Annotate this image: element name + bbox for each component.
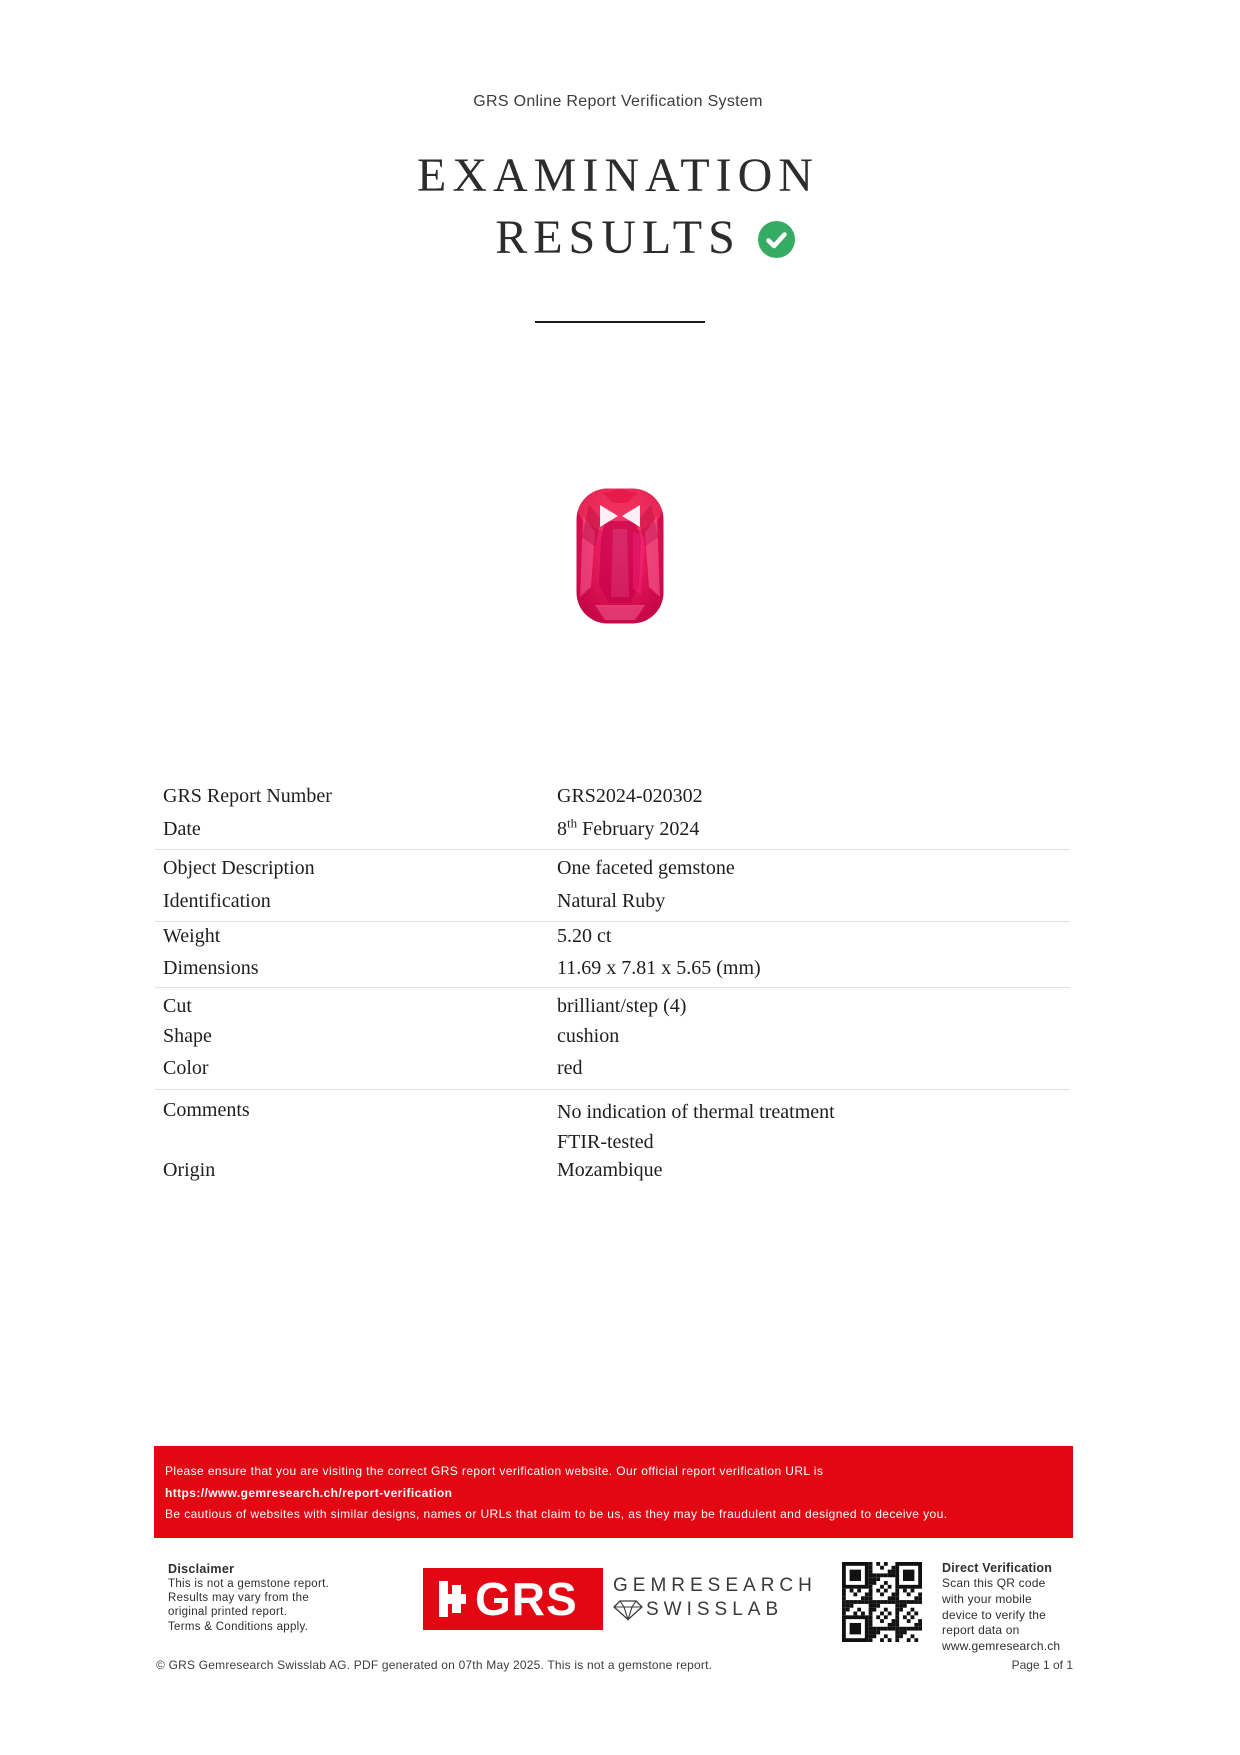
row-value: brilliant/step (4) — [557, 995, 687, 1017]
table-divider — [155, 849, 1070, 850]
page-title-line2: RESULTS — [495, 211, 741, 264]
verified-check-icon — [758, 221, 795, 258]
page-number: Page 1 of 1 — [1011, 1658, 1073, 1672]
disclaimer-line: original printed report. — [168, 1606, 288, 1619]
direct-verification-block — [942, 1560, 1060, 1655]
row-label: Color — [163, 1057, 209, 1079]
row-value: 8th February 2024 — [557, 815, 700, 840]
row-label: Dimensions — [163, 957, 259, 979]
table-row — [0, 993, 1240, 1023]
page-title-line1: EXAMINATION — [417, 149, 819, 202]
direct-verification-line: www.gemresearch.ch — [942, 1639, 1061, 1654]
copyright-line: © GRS Gemresearch Swisslab AG. PDF generated on 07th May 2025. This is not a gemstone report. — [156, 1658, 713, 1672]
table-row — [0, 888, 1240, 918]
table-divider — [155, 987, 1070, 988]
row-value: 11.69 x 7.81 x 5.65 (mm) — [557, 957, 761, 979]
title-divider — [535, 321, 705, 323]
system-title: GRS Online Report Verification System — [473, 93, 763, 110]
row-label: GRS Report Number — [163, 785, 332, 807]
row-label: Identification — [163, 890, 271, 912]
row-value: One faceted gemstone — [557, 857, 735, 879]
grs-cross-icon — [423, 1568, 473, 1630]
table-row — [0, 783, 1240, 813]
table-row — [0, 855, 1240, 885]
official-verification-url[interactable]: https://www.gemresearch.ch/report-verification — [165, 1485, 453, 1500]
table-row — [0, 955, 1240, 985]
table-divider — [155, 1089, 1070, 1090]
row-label: Cut — [163, 995, 192, 1017]
table-row — [0, 923, 1240, 953]
row-label: Shape — [163, 1025, 212, 1047]
disclaimer-block — [168, 1562, 329, 1634]
logo-name-line1: GEMRESEARCH — [613, 1575, 817, 1596]
banner-line3: Be cautious of websites with similar designs, names or URLs that claim to be us, as they may be fraudulent and designed to deceive you. — [165, 1507, 948, 1521]
verification-warning-banner — [154, 1446, 1073, 1538]
row-label: Date — [163, 818, 201, 840]
table-divider — [155, 921, 1070, 922]
row-value: No indication of thermal treatment FTIR-tested — [557, 1101, 835, 1153]
table-row — [0, 1097, 1240, 1159]
table-row — [0, 1023, 1240, 1053]
disclaimer-line: Results may vary from the — [168, 1592, 310, 1605]
row-value: red — [557, 1057, 583, 1079]
row-label: Object Description — [163, 857, 315, 879]
disclaimer-line: This is not a gemstone report. — [168, 1578, 330, 1590]
row-value: cushion — [557, 1025, 620, 1047]
banner-line1: Please ensure that you are visiting the correct GRS report verification website. Our official report verification URL is — [165, 1464, 824, 1478]
row-value: GRS2024-020302 — [557, 785, 703, 807]
disclaimer-line: Terms & Conditions apply. — [168, 1620, 309, 1633]
grs-logo-text: GRS — [475, 1573, 578, 1625]
row-label: Weight — [163, 925, 221, 947]
row-label: Comments — [163, 1099, 250, 1121]
diamond-icon — [613, 1599, 643, 1621]
row-label: Origin — [163, 1159, 216, 1181]
row-value: Mozambique — [557, 1159, 663, 1181]
table-row — [0, 816, 1240, 846]
table-row — [0, 1055, 1240, 1085]
direct-verification-line: with your mobile — [942, 1591, 1032, 1606]
table-row — [0, 1157, 1240, 1187]
grs-logo — [423, 1568, 603, 1630]
row-value: Natural Ruby — [557, 890, 666, 912]
direct-verification-title: Direct Verification — [942, 1561, 1053, 1575]
direct-verification-line: device to verify the — [942, 1607, 1047, 1622]
gemstone-photo — [575, 487, 665, 625]
direct-verification-line: Scan this QR code — [942, 1576, 1046, 1590]
qr-code — [842, 1562, 922, 1642]
direct-verification-line: report data on — [942, 1623, 1020, 1638]
disclaimer-title: Disclaimer — [168, 1562, 235, 1576]
row-value: 5.20 ct — [557, 925, 612, 947]
gemresearch-swisslab-logo-text — [613, 1574, 817, 1622]
logo-name-line2: SWISSLAB — [646, 1599, 784, 1620]
